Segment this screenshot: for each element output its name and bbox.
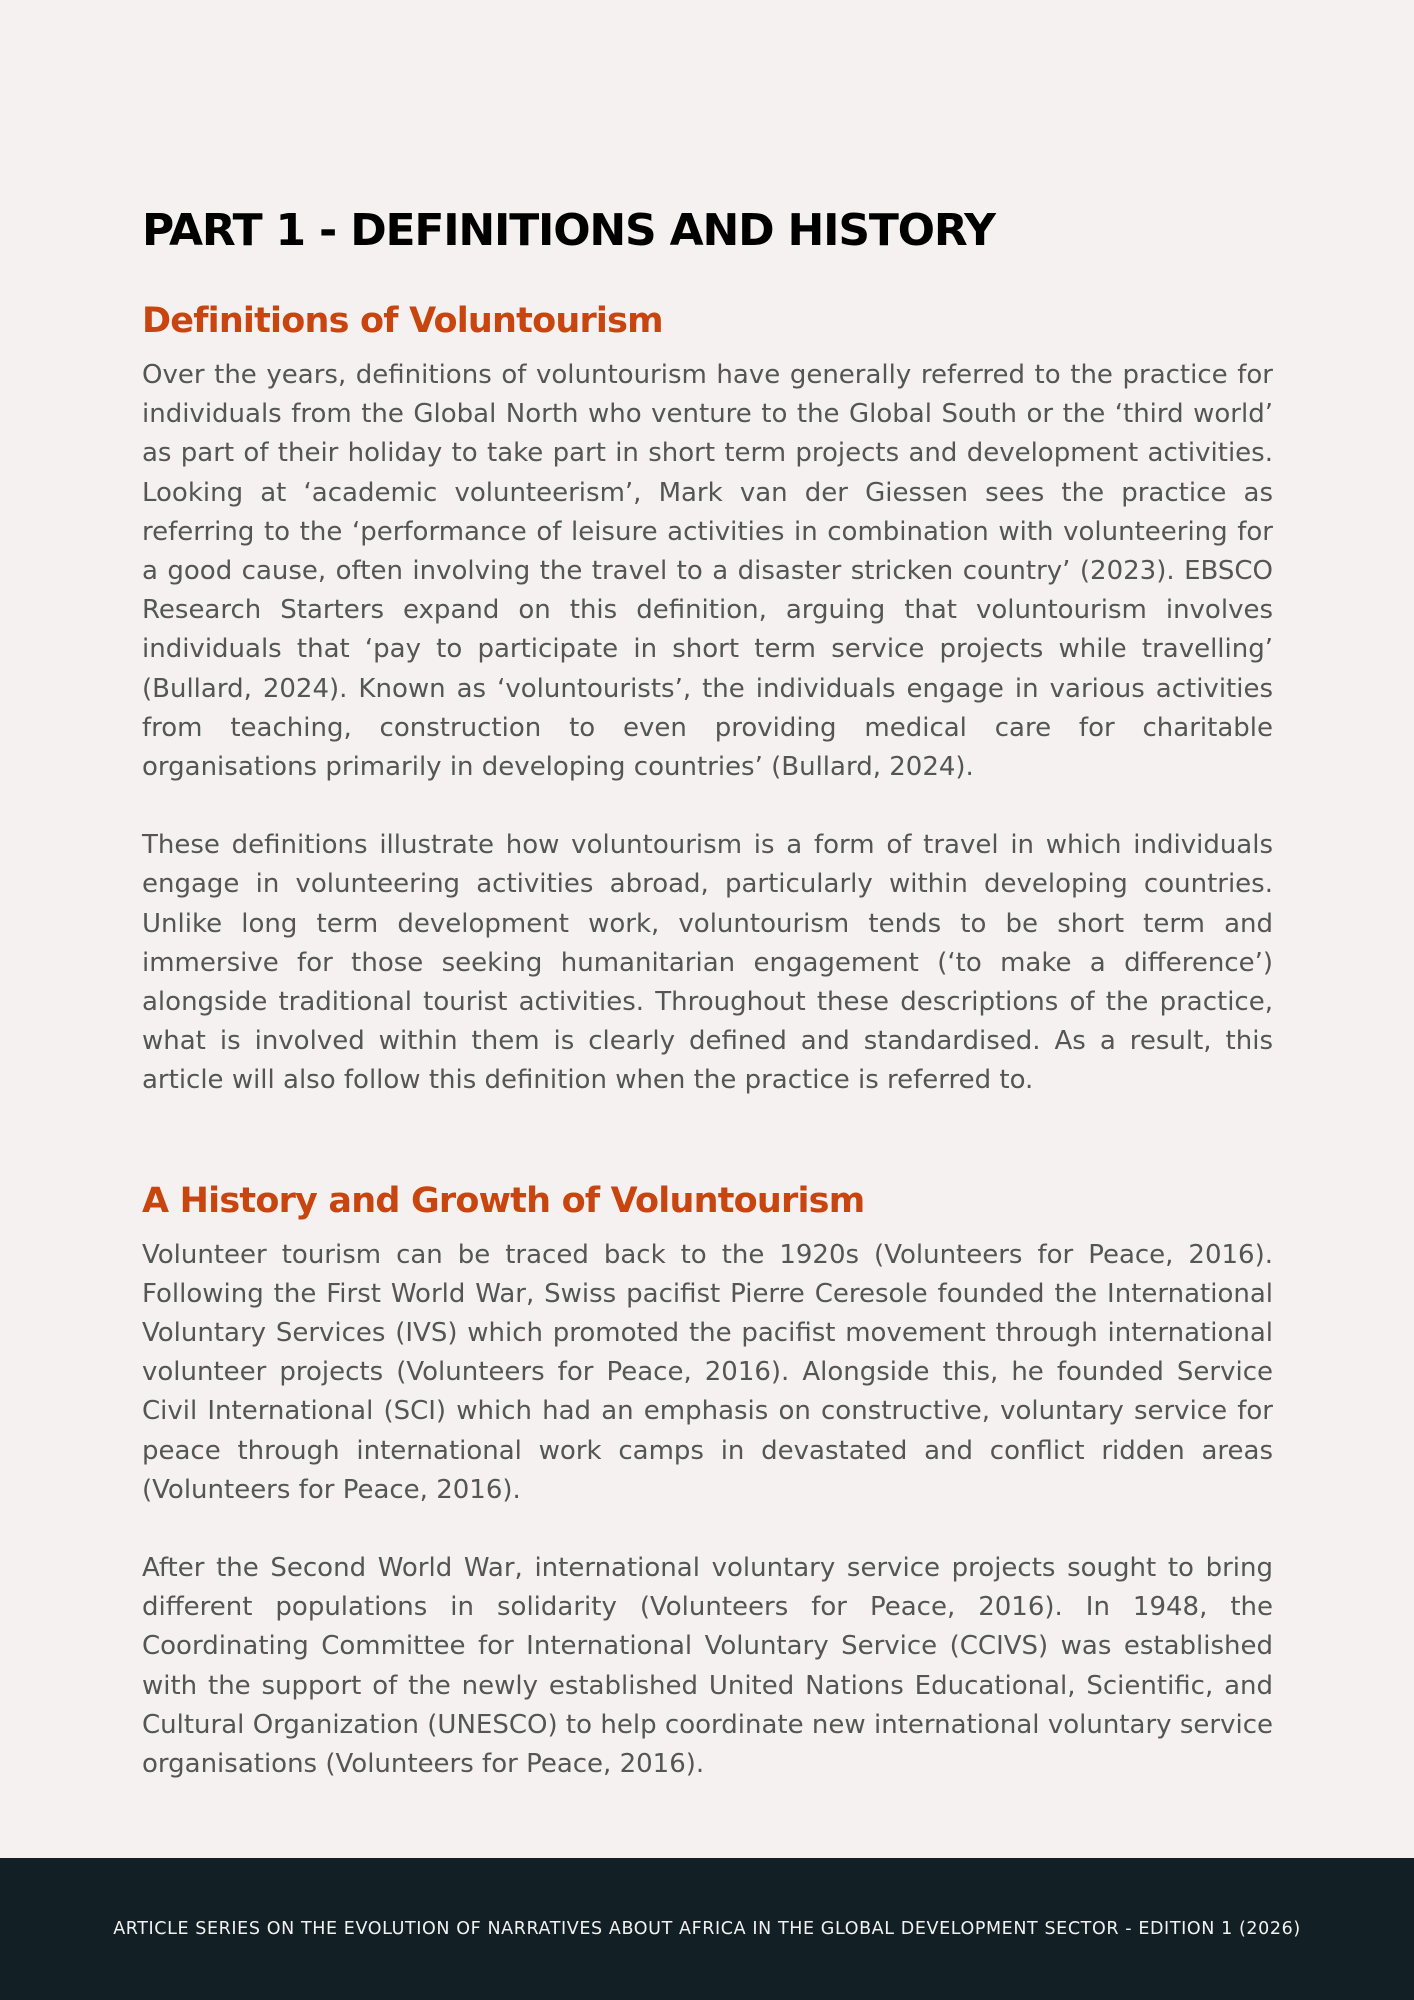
paragraph: These definitions illustrate how voluntourism is a form of travel in which individuals engage in volunteering activities abroad, particularly within developing countries. Unlike long term development work, voluntourism tends to be short term and immersive for those seeking humanitarian engagement (‘to make a difference’) alongside traditional tourist activities. Throughout these descriptions of the practice, what is involved within them is clearly defined and standardised. As a result, this article will also follow this definition when the practice is referred to. xyxy=(142,830,1273,1096)
section-heading-definitions: Definitions of Voluntourism xyxy=(142,301,663,341)
paragraph: After the Second World War, international voluntary service projects sought to bring different populations in solidarity (Volunteers for Peace, 2016). In 1948, the Coordinating Committee for International Voluntary Service (CCIVS) was established with the support of the newly established United Nations Educational, Scientific, and Cultural Organization (UNESCO) to help coordinate new international voluntary service organisations (Volunteers for Peace, 2016). xyxy=(142,1553,1273,1780)
footer-text: ARTICLE SERIES ON THE EVOLUTION OF NARRATIVES ABOUT AFRICA IN THE GLOBAL DEVELOPMENT SECTOR - EDITION 1 (2026) xyxy=(113,1919,1301,1939)
section-history xyxy=(142,1176,1273,1785)
part-title: PART 1 - DEFINITIONS AND HISTORY xyxy=(142,205,995,256)
article-content xyxy=(142,200,1273,1784)
paragraph: Volunteer tourism can be traced back to the 1920s (Volunteers for Peace, 2016). Following the First World War, Swiss pacifist Pierre Ceresole founded the International Voluntary Services (IVS) which promoted the pacifist movement through international volunteer projects (Volunteers for Peace, 2016). Alongside this, he founded Service Civil International (SCI) which had an emphasis on constructive, voluntary service for peace through international work camps in devastated and conflict ridden areas (Volunteers for Peace, 2016). xyxy=(142,1239,1273,1505)
section-heading-history: A History and Growth of Voluntourism xyxy=(142,1180,865,1221)
section-definitions xyxy=(142,296,1273,1101)
footer-bar xyxy=(0,1858,1414,2000)
paragraph: Over the years, definitions of voluntourism have generally referred to the practice for individuals from the Global North who venture to the Global South or the ‘third world’ as part of their holiday to take part in short term projects and development activities. Looking at ‘academic volunteerism’, Mark van der Giessen sees the practice as referring to the ‘performance of leisure activities in combination with volunteering for a good cause, often involving the travel to a disaster stricken country’ (2023). EBSCO Research Starters expand on this definition, arguing that voluntourism involves individuals that ‘pay to participate in short term service projects while travelling’ (Bullard, 2024). Known as ‘voluntourists’, the individuals engage in various activities from teaching, construction to even providing medical care for charitable organisations primarily in developing countries’ (Bullard, 2024). xyxy=(142,360,1273,783)
